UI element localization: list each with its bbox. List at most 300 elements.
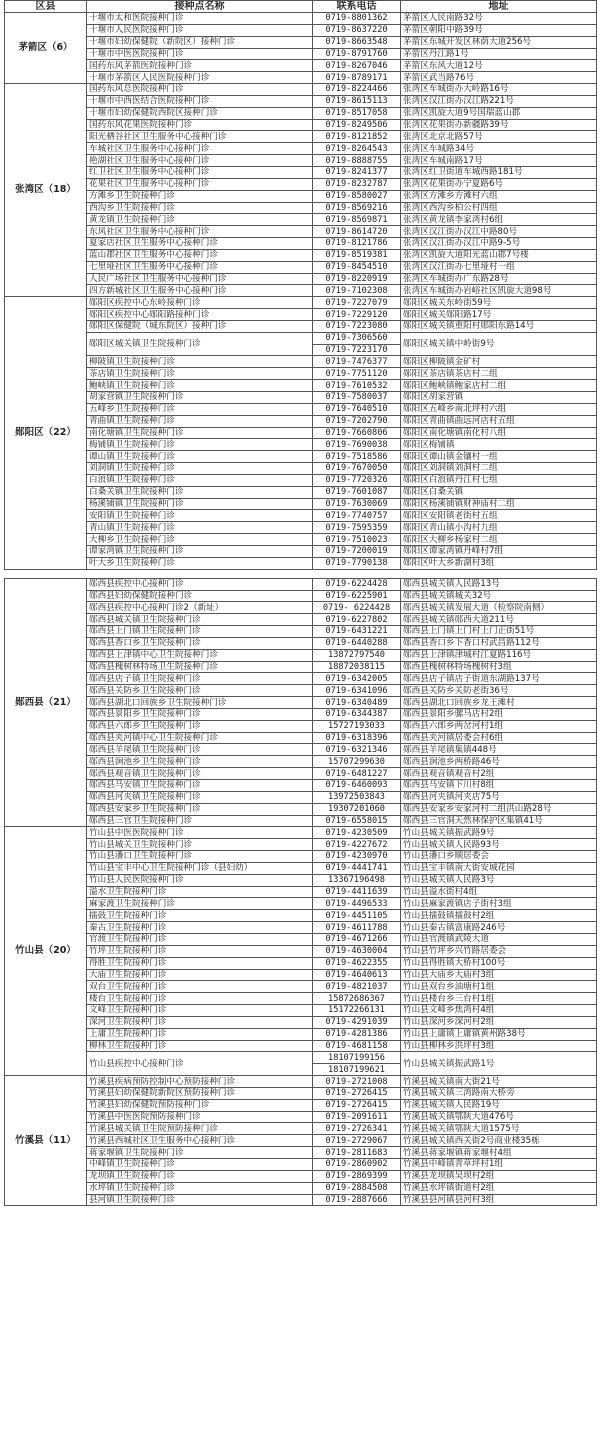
table-row	[5, 614, 597, 626]
table-row	[5, 510, 597, 522]
phone-cell: 0719- 6224428	[313, 602, 401, 614]
address-cell: 郧阳区城关镇重阳村郧阳东路14号	[401, 320, 597, 332]
site-name-cell: 上庸卫生院接种门诊	[87, 1028, 313, 1040]
site-name-cell: 竹坪卫生院接种门诊	[87, 945, 313, 957]
phone-cell: 13367196498	[313, 874, 401, 886]
address-cell: 郧西县夹河镇居委会村6组	[401, 732, 597, 744]
address-cell: 张湾区红卫街道车城西路181号	[401, 166, 597, 178]
site-name-cell: 国药东风花果医院接种门诊	[87, 119, 313, 131]
phone-cell: 0719-7610532	[313, 380, 401, 392]
phone-cell: 0719-6342005	[313, 673, 401, 685]
address-cell: 竹山县竹坪乡兴竹路居委会	[401, 945, 597, 957]
site-name-cell: 龙坝镇卫生院接种门诊	[87, 1170, 313, 1182]
table-row	[5, 24, 597, 36]
address-cell: 茅箭区人民南路32号	[401, 13, 597, 25]
address-cell: 张湾区西沟乡柏公村四组	[401, 202, 597, 214]
table-row	[5, 545, 597, 557]
table-row	[5, 36, 597, 48]
address-cell: 竹山县官渡镇武陵大道	[401, 933, 597, 945]
phone-cell: 0719-7660806	[313, 427, 401, 439]
address-cell: 竹溪县龙坝镇吴坝村2组	[401, 1170, 597, 1182]
phone-cell: 0719-8241377	[313, 166, 401, 178]
site-name-cell: 大庙卫生院接种门诊	[87, 969, 313, 981]
phone-cell: 13872797540	[313, 649, 401, 661]
table-row	[5, 957, 597, 969]
site-name-cell: 柳陂镇卫生院接种门诊	[87, 356, 313, 368]
address-cell: 郧西县关防乡关防老街36号	[401, 685, 597, 697]
phone-cell: 0719-6321346	[313, 744, 401, 756]
table-row	[5, 732, 597, 744]
site-name-cell: 郧阳区保健院（城东院区）接种门诊	[87, 320, 313, 332]
phone-cell: 0719-6558015	[313, 815, 401, 827]
phone-cell: 0719-8580027	[313, 190, 401, 202]
header-site-name: 接种点名称	[87, 1, 313, 13]
table-row	[5, 933, 597, 945]
site-name-cell: 鲍峡镇卫生院接种门诊	[87, 380, 313, 392]
site-name-cell: 郧西县涧池乡卫生院接种门诊	[87, 756, 313, 768]
site-name-cell: 郧西县关防乡卫生院接种门诊	[87, 685, 313, 697]
address-cell: 郧西县上门镇上门村上门正街51号	[401, 626, 597, 638]
address-cell: 郧阳区城关东岭街59号	[401, 297, 597, 309]
site-name-cell: 东风社区卫生服务中心接种门诊	[87, 226, 313, 238]
table-row	[5, 498, 597, 510]
phone-cell: 0719-6440288	[313, 637, 401, 649]
table-row	[5, 403, 597, 415]
district-cell: 郧阳区（22）	[5, 297, 87, 569]
phone-cell: 0719-8569871	[313, 214, 401, 226]
table-row	[5, 451, 597, 463]
site-name-cell: 梅铺镇卫生院接种门诊	[87, 439, 313, 451]
site-name-cell: 郧西县城关镇卫生院接种门诊	[87, 614, 313, 626]
address-cell: 竹溪县中峰镇青草坪村1组	[401, 1159, 597, 1171]
address-cell: 郧阳区青山镇小沟村九组	[401, 522, 597, 534]
table-row	[5, 910, 597, 922]
phone-cell: 0719-4441741	[313, 862, 401, 874]
site-name-cell: 十堰市中医医院接种门诊	[87, 48, 313, 60]
table-row	[5, 1028, 597, 1040]
phone-cell: 0719-6344387	[313, 708, 401, 720]
address-cell: 茅箭区武当路76号	[401, 72, 597, 84]
address-cell: 竹溪县城关镇鄂陕大道476号	[401, 1111, 597, 1123]
table-row	[5, 534, 597, 546]
site-name-cell: 郧西县羊尾镇卫生院接种门诊	[87, 744, 313, 756]
address-cell: 竹山县柳林乡洪坪村3组	[401, 1040, 597, 1052]
site-name-cell: 麻家渡卫生院接种门诊	[87, 898, 313, 910]
phone-cell: 0719-4230970	[313, 851, 401, 863]
table-row	[5, 626, 597, 638]
table-row	[5, 1087, 597, 1099]
phone-cell: 18107199156	[313, 1052, 401, 1064]
district-cell: 茅箭区（6）	[5, 13, 87, 84]
site-name-cell: 郧西县槐树林特场卫生院接种门诊	[87, 661, 313, 673]
table-row	[5, 874, 597, 886]
table-row	[5, 214, 597, 226]
phone-cell: 0719-8615113	[313, 95, 401, 107]
address-cell: 竹溪县城关镇西关街2号商业楼35栋	[401, 1135, 597, 1147]
address-cell: 郧阳区叶大乡新湖村3组	[401, 557, 597, 569]
phone-cell: 0719-7790138	[313, 557, 401, 569]
table-row	[5, 815, 597, 827]
address-cell: 竹山县潘口乡顺居委会	[401, 851, 597, 863]
phone-cell: 0719-8224466	[313, 84, 401, 96]
phone-cell: 0719-4227672	[313, 839, 401, 851]
site-name-cell: 茶店镇卫生院接种门诊	[87, 368, 313, 380]
address-cell: 竹山县得胜镇大桥村100号	[401, 957, 597, 969]
table-row	[5, 981, 597, 993]
table-row	[5, 1170, 597, 1182]
phone-cell: 0719-4640613	[313, 969, 401, 981]
address-cell: 茅箭区朝阳中路39号	[401, 24, 597, 36]
site-name-cell: 十堰市妇幼保健院（新院区）接种门诊	[87, 36, 313, 48]
address-cell: 张湾区车城街办岩峪社区凯旋大道98号	[401, 285, 597, 297]
address-cell: 竹山县文峰乡焦湾村4组	[401, 1005, 597, 1017]
address-cell: 郧阳区谭山镇金镶村一组	[401, 451, 597, 463]
address-cell: 张湾区汉江街办七里垭村一组	[401, 261, 597, 273]
address-cell: 竹溪县水坪镇街道村2组	[401, 1182, 597, 1194]
phone-cell: 0719-8264543	[313, 143, 401, 155]
address-cell: 郧阳区梅铺镇	[401, 439, 597, 451]
section-gap	[5, 569, 597, 578]
phone-cell: 0719-6224428	[313, 578, 401, 590]
phone-cell: 15707299630	[313, 756, 401, 768]
table-row	[5, 1111, 597, 1123]
address-cell: 竹山县宝丰镇南大街安城花园	[401, 862, 597, 874]
phone-cell: 0719-2726341	[313, 1123, 401, 1135]
phone-cell: 0719-7200019	[313, 545, 401, 557]
phone-cell: 0719-4230509	[313, 827, 401, 839]
district-cell: 竹山县（20）	[5, 827, 87, 1076]
table-row	[5, 356, 597, 368]
table-row	[5, 190, 597, 202]
table-row	[5, 685, 597, 697]
site-name-cell: 夏家店社区卫生服务中心接种门诊	[87, 238, 313, 250]
site-name-cell: 郧西县安家乡卫生院接种门诊	[87, 803, 313, 815]
site-name-cell: 谭家湾镇卫生院接种门诊	[87, 545, 313, 557]
phone-cell: 0719-6225901	[313, 590, 401, 602]
site-name-cell: 花果社区卫生服务中心接种门诊	[87, 178, 313, 190]
address-cell: 郧西县城关镇城关32号	[401, 590, 597, 602]
site-name-cell: 十堰市中西医结合医院接种门诊	[87, 95, 313, 107]
site-name-cell: 阳光栖谷社区卫生服务中心接种门诊	[87, 131, 313, 143]
site-name-cell: 郧西县景阳乡卫生院接种门诊	[87, 708, 313, 720]
phone-cell: 0719-8789171	[313, 72, 401, 84]
table-row	[5, 392, 597, 404]
table-row	[5, 744, 597, 756]
table-row	[5, 368, 597, 380]
address-cell: 竹山县上庸镇上庸镇黄州路38号	[401, 1028, 597, 1040]
phone-cell: 0719-2884508	[313, 1182, 401, 1194]
site-name-cell: 胡家营镇卫生院接种门诊	[87, 392, 313, 404]
phone-cell: 0719-6318396	[313, 732, 401, 744]
address-cell: 竹山县楼台乡三台村1组	[401, 993, 597, 1005]
site-name-cell: 郧阳区城关镇卫生院接种门诊	[87, 332, 313, 356]
site-name-cell: 柳林卫生院接种门诊	[87, 1040, 313, 1052]
table-row	[5, 119, 597, 131]
site-name-cell: 郧西县夹河镇中心卫生院接种门诊	[87, 732, 313, 744]
phone-cell: 0719-8801362	[313, 13, 401, 25]
phone-cell: 0719-7595359	[313, 522, 401, 534]
table-row	[5, 1182, 597, 1194]
table-row	[5, 673, 597, 685]
site-name-cell: 郧西县河夹镇卫生院接种门诊	[87, 791, 313, 803]
table-row	[5, 309, 597, 321]
site-name-cell: 四方新城社区卫生服务中心接种门诊	[87, 285, 313, 297]
table-row	[5, 166, 597, 178]
phone-cell: 0719-8569216	[313, 202, 401, 214]
address-cell: 郧西县城关镇人民路13号	[401, 578, 597, 590]
phone-cell: 0719-7640510	[313, 403, 401, 415]
address-cell: 张湾区车城路34号	[401, 143, 597, 155]
site-name-cell: 竹溪县中医医院预防接种门诊	[87, 1111, 313, 1123]
table-row	[5, 1159, 597, 1171]
table-row	[5, 84, 597, 96]
site-name-cell: 安阳镇卫生院接种门诊	[87, 510, 313, 522]
phone-cell: 0719-8249506	[313, 119, 401, 131]
site-name-cell: 竹溪县西城社区卫生服务中心接种门诊	[87, 1135, 313, 1147]
address-cell: 郧阳区白桑关镇	[401, 486, 597, 498]
phone-cell: 0719-4291039	[313, 1016, 401, 1028]
address-cell: 竹溪县城关镇南大街21号	[401, 1076, 597, 1088]
table-row	[5, 839, 597, 851]
site-name-cell: 竹山县疾控中心接种门诊	[87, 1052, 313, 1076]
site-name-cell: 白桑关镇卫生院接种门诊	[87, 486, 313, 498]
site-name-cell: 蒋家堰镇卫生院接种门诊	[87, 1147, 313, 1159]
site-name-cell: 黄龙镇卫生院接种门诊	[87, 214, 313, 226]
phone-cell: 0719-7630069	[313, 498, 401, 510]
table-row	[5, 1052, 597, 1064]
table-row	[5, 578, 597, 590]
header-row	[5, 1, 597, 13]
site-name-cell: 郧西县湖北口回族乡卫生院接种门诊	[87, 697, 313, 709]
table-row	[5, 827, 597, 839]
phone-cell: 0719-7227079	[313, 297, 401, 309]
phone-cell: 0719-4630004	[313, 945, 401, 957]
phone-cell: 0719-6340489	[313, 697, 401, 709]
table-row	[5, 95, 597, 107]
phone-cell: 0719-2726415	[313, 1087, 401, 1099]
address-cell: 张湾区汉江街办汉江中路80号	[401, 226, 597, 238]
site-name-cell: 红卫社区卫生服务中心接种门诊	[87, 166, 313, 178]
phone-cell: 0719-7670050	[313, 463, 401, 475]
address-cell: 竹溪县蒋家堰镇蒋家堰村4组	[401, 1147, 597, 1159]
address-cell: 张湾区凯旋大道阳光蓝山郡7号楼	[401, 249, 597, 261]
table-row	[5, 1076, 597, 1088]
address-cell: 张湾区汉江街办汉江路221号	[401, 95, 597, 107]
table-row	[5, 273, 597, 285]
phone-cell: 0719-4622355	[313, 957, 401, 969]
phone-cell: 0719-8267046	[313, 60, 401, 72]
table-row	[5, 661, 597, 673]
address-cell: 郧阳区南化塘镇南化村八组	[401, 427, 597, 439]
site-name-cell: 郧西县三官卫生院接种门诊	[87, 815, 313, 827]
phone-cell: 0719-7202790	[313, 415, 401, 427]
site-name-cell: 郧阳区疾控中心郧阳路接种门诊	[87, 309, 313, 321]
address-cell: 竹山县城关镇人民路93号	[401, 839, 597, 851]
table-row	[5, 708, 597, 720]
site-name-cell: 五峰乡卫生院接种门诊	[87, 403, 313, 415]
table-row	[5, 697, 597, 709]
address-cell: 郧阳区城关镇中岭街9号	[401, 332, 597, 356]
address-cell: 郧阳区五峰乡南北坪村六组	[401, 403, 597, 415]
site-name-cell: 竹溪县城关镇卫生院预防接种门诊	[87, 1123, 313, 1135]
phone-cell: 0719-7102308	[313, 285, 401, 297]
table-row	[5, 720, 597, 732]
phone-cell: 0719-4681158	[313, 1040, 401, 1052]
address-cell: 竹山县大庙乡大庙村3组	[401, 969, 597, 981]
phone-cell: 0719-2726415	[313, 1099, 401, 1111]
district-cell: 竹溪县（11）	[5, 1076, 87, 1206]
phone-cell: 0719-7476377	[313, 356, 401, 368]
address-cell: 郧西县河夹镇河夹店75号	[401, 791, 597, 803]
table-row	[5, 261, 597, 273]
table-row	[5, 297, 597, 309]
section-gap-cell	[5, 569, 597, 578]
site-name-cell: 国药东风茅箭医院接种门诊	[87, 60, 313, 72]
phone-cell: 0719-2860902	[313, 1159, 401, 1171]
site-name-cell: 郧西县店子镇卫生院接种门诊	[87, 673, 313, 685]
site-name-cell: 郧西县观音镇卫生院接种门诊	[87, 768, 313, 780]
address-cell: 郧西县六郎乡两岔河村1组	[401, 720, 597, 732]
address-cell: 郧西县店子镇店子街道东湖路137号	[401, 673, 597, 685]
site-name-cell: 郧西县疾控中心接种门诊	[87, 578, 313, 590]
address-cell: 郧西县马安镇下川村8组	[401, 780, 597, 792]
phone-cell: 0719-4496533	[313, 898, 401, 910]
table-row	[5, 226, 597, 238]
address-cell: 郧阳区茶店镇茶店村二组	[401, 368, 597, 380]
district-cell: 郧西县（21）	[5, 578, 87, 827]
site-name-cell: 水坪镇卫生院接种门诊	[87, 1182, 313, 1194]
site-name-cell: 郧西县马安镇卫生院接种门诊	[87, 780, 313, 792]
phone-cell: 15172266131	[313, 1005, 401, 1017]
phone-cell: 0719-7229120	[313, 309, 401, 321]
site-name-cell: 擂鼓卫生院接种门诊	[87, 910, 313, 922]
table-row	[5, 862, 597, 874]
address-cell: 张湾区花果街办宁夏路6号	[401, 178, 597, 190]
site-name-cell: 人民广场社区卫生服务中心接种门诊	[87, 273, 313, 285]
phone-cell: 0719-6341096	[313, 685, 401, 697]
table-row	[5, 557, 597, 569]
phone-cell: 0719-7518586	[313, 451, 401, 463]
table-row	[5, 1123, 597, 1135]
site-name-cell: 谭山镇卫生院接种门诊	[87, 451, 313, 463]
address-cell: 郧阳区白浪镇丹江村七组	[401, 474, 597, 486]
phone-cell: 0719-7751120	[313, 368, 401, 380]
phone-cell: 0719-7306560	[313, 332, 401, 344]
phone-cell: 0719-7601087	[313, 486, 401, 498]
site-name-cell: 深河卫生院接种门诊	[87, 1016, 313, 1028]
district-cell: 张湾区（18）	[5, 84, 87, 297]
address-cell: 郧西县景阳乡骡马店村2组	[401, 708, 597, 720]
address-cell: 竹山县擂鼓镇擂鼓村2组	[401, 910, 597, 922]
phone-cell: 0719-6460093	[313, 780, 401, 792]
phone-cell: 0719-7580037	[313, 392, 401, 404]
header-district: 区县	[5, 1, 87, 13]
site-name-cell: 十堰市太和医院接种门诊	[87, 13, 313, 25]
address-cell: 竹山县麻家渡镇店子街村3组	[401, 898, 597, 910]
table-row	[5, 1147, 597, 1159]
phone-cell: 0719-2887666	[313, 1194, 401, 1206]
phone-cell: 0719-8791760	[313, 48, 401, 60]
site-name-cell: 竹山县人民医院接种门诊	[87, 874, 313, 886]
phone-cell: 13972503843	[313, 791, 401, 803]
table-row	[5, 602, 597, 614]
site-name-cell: 十堰市妇幼保健院西院区接种门诊	[87, 107, 313, 119]
table-row	[5, 238, 597, 250]
table-row	[5, 131, 597, 143]
table-row	[5, 791, 597, 803]
site-name-cell: 竹溪县妇幼保健院新院区预防接种门诊	[87, 1087, 313, 1099]
address-cell: 郧西县槐树林特场槐树村3组	[401, 661, 597, 673]
site-name-cell: 郧西县上津镇中心卫生院接种门诊	[87, 649, 313, 661]
table-row	[5, 486, 597, 498]
site-name-cell: 郧西县疾控中心接种门诊2（新址）	[87, 602, 313, 614]
address-cell: 张湾区花果街办新疆路39号	[401, 119, 597, 131]
table-row	[5, 249, 597, 261]
table-row	[5, 107, 597, 119]
phone-cell: 0719-2091611	[313, 1111, 401, 1123]
address-cell: 郧阳区刘洞镇刘洞村二组	[401, 463, 597, 475]
table-row	[5, 72, 597, 84]
address-cell: 竹山县城关镇振武路9号	[401, 827, 597, 839]
address-cell: 郧西县羊尾镇集镇448号	[401, 744, 597, 756]
phone-cell: 0719-4611788	[313, 922, 401, 934]
site-name-cell: 竹山县城关卫生院接种门诊	[87, 839, 313, 851]
address-cell: 茅箭区丹江路1号	[401, 48, 597, 60]
phone-cell: 0719-4281386	[313, 1028, 401, 1040]
address-cell: 郧西县湖北口回族乡龙王滩村	[401, 697, 597, 709]
phone-cell: 0719-4671266	[313, 933, 401, 945]
table-row	[5, 886, 597, 898]
phone-cell: 0719-7510023	[313, 534, 401, 546]
site-name-cell: 七里垭社区卫生服务中心接种门诊	[87, 261, 313, 273]
table-row	[5, 1099, 597, 1111]
phone-cell: 15727193033	[313, 720, 401, 732]
phone-cell: 0719-2729067	[313, 1135, 401, 1147]
phone-cell: 0719-7223080	[313, 320, 401, 332]
site-name-cell: 艳湖社区卫生服务中心接种门诊	[87, 155, 313, 167]
phone-cell: 0719-6431221	[313, 626, 401, 638]
table-row	[5, 649, 597, 661]
address-cell: 郧西县城关镇发展大道（检察院南侧）	[401, 602, 597, 614]
address-cell: 张湾区车城街办大岭路16号	[401, 84, 597, 96]
site-name-cell: 车城社区卫生服务中心接种门诊	[87, 143, 313, 155]
site-name-cell: 青曲镇卫生院接种门诊	[87, 415, 313, 427]
table-row	[5, 851, 597, 863]
site-name-cell: 竹溪县疾病预防控制中心预防接种门诊	[87, 1076, 313, 1088]
site-name-cell: 杨溪铺镇卫生院接种门诊	[87, 498, 313, 510]
phone-cell: 0719-8121786	[313, 238, 401, 250]
table-row	[5, 803, 597, 815]
address-cell: 郧阳区谭家湾镇丹峰村7组	[401, 545, 597, 557]
site-name-cell: 叶大乡卫生院接种门诊	[87, 557, 313, 569]
site-name-cell: 郧西县六郎乡卫生院接种门诊	[87, 720, 313, 732]
site-name-cell: 西沟乡卫生院接种门诊	[87, 202, 313, 214]
site-name-cell: 大柳乡卫生院接种门诊	[87, 534, 313, 546]
table-row	[5, 1135, 597, 1147]
site-name-cell: 十堰市茅箭区人民医院接种门诊	[87, 72, 313, 84]
table-row	[5, 155, 597, 167]
phone-cell: 0719-4411639	[313, 886, 401, 898]
site-name-cell: 郧西县上门镇卫生院接种门诊	[87, 626, 313, 638]
table-row	[5, 756, 597, 768]
phone-cell: 19307201060	[313, 803, 401, 815]
address-cell: 郧阳区鲍峡镇鲍家店村二组	[401, 380, 597, 392]
phone-cell: 0719-8517058	[313, 107, 401, 119]
table-row	[5, 48, 597, 60]
site-name-cell: 郧西县香口乡卫生院接种门诊	[87, 637, 313, 649]
address-cell: 竹山县城关镇振武路1号	[401, 1052, 597, 1076]
phone-cell: 18872038115	[313, 661, 401, 673]
